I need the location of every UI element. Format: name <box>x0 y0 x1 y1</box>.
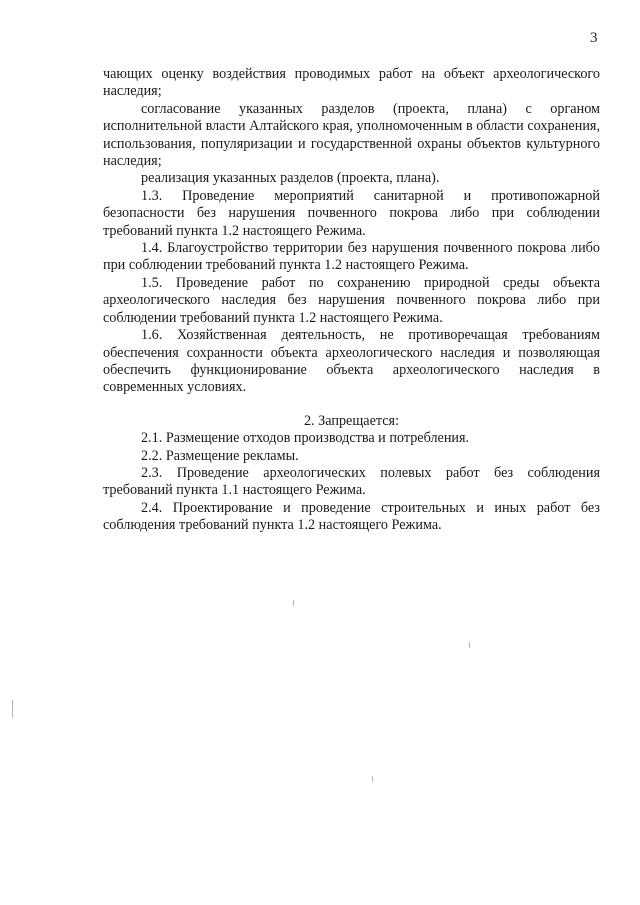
scan-speck <box>12 700 13 718</box>
scan-speck <box>469 642 470 648</box>
page-number: 3 <box>590 30 598 46</box>
paragraph-continuation: чающих оценку воздействия проводимых работ на объект археологического наследия; <box>103 66 600 100</box>
paragraph-1-6: 1.6. Хозяйственная деятельность, не противоречащая требованиям обеспечения сохранности объекта археологического наследия и позволяющая обеспечить функционирование объекта археологического наследия в современных условиях. <box>103 327 600 396</box>
section-heading-prohibited: 2. Запрещается: <box>303 412 400 429</box>
paragraph-1-3: 1.3. Проведение мероприятий санитарной и противопожарной безопасности без нарушения почвенного покрова либо при соблюдении требований пункта 1.2 настоящего Режима. <box>103 187 600 239</box>
scan-speck <box>293 600 294 606</box>
paragraph-approval: согласование указанных разделов (проекта, плана) с органом исполнительной власти Алтайского края, уполномоченным в области сохранения, использования, популяризации и государственной охраны объектов культурного наследия; <box>103 100 600 170</box>
paragraph-2-4: 2.4. Проектирование и проведение строительных и иных работ без соблюдения требований пункта 1.2 настоящего Режима. <box>103 499 600 534</box>
paragraph-2-1: 2.1. Размещение отходов производства и потребления. <box>141 430 470 447</box>
section-gap <box>103 397 600 413</box>
scan-speck <box>372 776 373 782</box>
paragraph-2-3: 2.3. Проведение археологических полевых работ без соблюдения требований пункта 1.1 настоящего Режима. <box>103 464 600 499</box>
paragraph-implementation: реализация указанных разделов (проекта, плана). <box>141 170 440 187</box>
document-body <box>103 66 600 535</box>
paragraph-2-2: 2.2. Размещение рекламы. <box>141 447 299 464</box>
paragraph-1-5: 1.5. Проведение работ по сохранению природной среды объекта археологического наследия без нарушения почвенного покрова либо при соблюдении требований пункта 1.2 настоящего Режима. <box>103 274 600 326</box>
paragraph-1-4: 1.4. Благоустройство территории без нарушения почвенного покрова либо при соблюдении требований пункта 1.2 настоящего Режима. <box>103 240 600 274</box>
